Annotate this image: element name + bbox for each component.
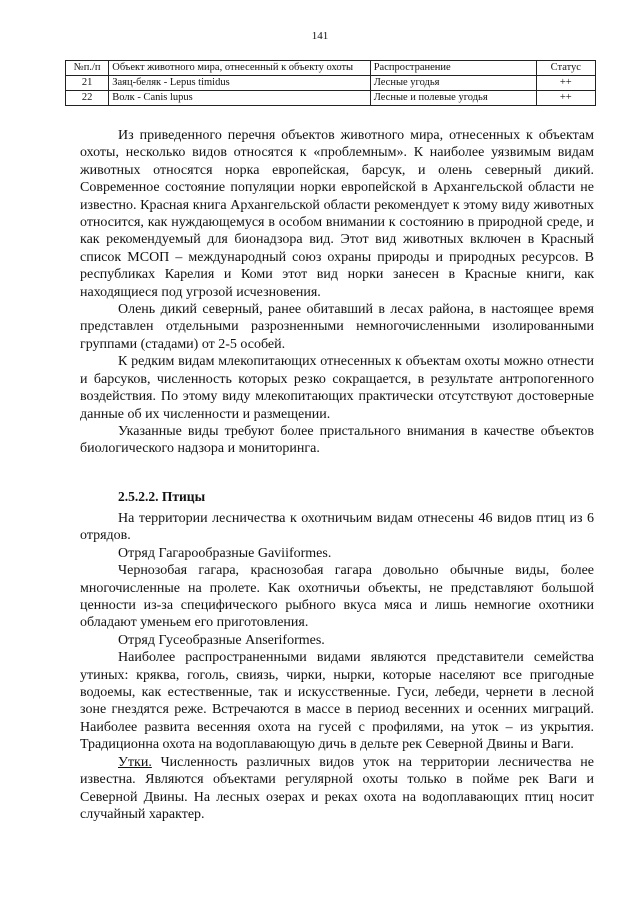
ducks-label: Утки. [118, 754, 152, 770]
header-status: Статус [536, 61, 595, 76]
row-number: 21 [66, 76, 109, 91]
row-distribution: Лесные угодья [370, 76, 536, 91]
row-distribution: Лесные и полевые угодья [370, 91, 536, 106]
header-distribution: Распространение [370, 61, 536, 76]
header-object: Объект животного мира, отнесенный к объекту охоты [109, 61, 370, 76]
mammals-text [80, 127, 594, 458]
table-header-row [66, 61, 596, 76]
table-row [66, 91, 596, 106]
table-row [66, 76, 596, 91]
paragraph: К редким видам млекопитающих отнесенных к объектам охоты можно отнести и барсуков, численность которых резко сокращается, в результате антропогенного воздействия. По этому виду млекопитающих практически отсутствуют достоверные данные об их численности и размещении. [80, 354, 594, 422]
paragraph-ducks [80, 754, 594, 824]
ducks-text: Численность различных видов уток на территории лесничества не известна. Являются объектами регулярной охоты только в пойме рек Ваги и Северной Двины. На лесных озерах и реках охота на водоплавающих птиц носит случайный характер. [80, 754, 594, 822]
paragraph: Отряд Гусеобразные Anseriformes. [118, 632, 325, 648]
row-object: Заяц-беляк - Lepus timidus [109, 76, 370, 91]
paragraph: Из приведенного перечня объектов животного мира, отнесенных к объектам охоты, несколько видов относятся к «проблемным». К наиболее уязвимым видам животных относятся норка европейская, барсук, и олень северный дикий. Современное состояние популяции норки европейской в Архангельской области не известно. Красная книга Архангельской области рекомендует к этому виду животных относится, как нуждающемуся в особом внимании к состоянию в природной среде, и как рекомендуемый для бионадзора вид. Этот вид животных включен в Красный список МСОП – международный союз охраны природы и природных ресурсов. В республиках Карелия и Коми этот вид норки занесен в Красные книги, как находящиеся под угрозой исчезновения. [80, 128, 594, 300]
paragraph: Олень дикий северный, ранее обитавший в лесах района, в настоящее время представлен отдельными разрозненными немногочисленными изолированными группами (стадами) от 2-5 особей. [80, 302, 594, 352]
game-species-table [65, 60, 596, 106]
paragraph: На территории лесничества к охотничьим видам отнесены 46 видов птиц из 6 отрядов. [80, 511, 594, 544]
section-heading: 2.5.2.2. Птицы [118, 489, 206, 504]
row-status: ++ [536, 76, 595, 91]
page-number: 141 [311, 30, 329, 42]
paragraph: Указанные виды требуют более пристального внимания в качестве объектов биологического надзора и мониторинга. [80, 423, 594, 457]
paragraph: Чернозобая гагара, краснозобая гагара довольно обычные виды, более многочисленные на пролете. Как охотничьи объекты, не представляют большой ценности из-за специфического рыбного вкуса мяса и лишь немногие охотники обладают уменьем его приготовления. [80, 563, 594, 631]
birds-text [80, 510, 594, 823]
row-status: ++ [536, 91, 595, 106]
header-number: №п./п [66, 61, 109, 76]
row-number: 22 [66, 91, 109, 106]
paragraph: Наиболее распространенными видами являются представители семейства утиных: кряква, гоголь, свиязь, чирки, нырки, которые населяют все пригодные водоемы, как естественные, так и искусственные. Гуси, лебеди, чернети в лесной зоне гнездятся реже. Встречаются в массе в период весенних и осенних миграций. Наиболее развита весенняя охота на гусей с профилями, на уток – из укрытия. Традиционна охота на водоплавающую дичь в дельте рек Северной Двины и Ваги. [80, 650, 594, 753]
row-object: Волк - Canis lupus [109, 91, 370, 106]
paragraph: Отряд Гагарообразные Gaviiformes. [118, 545, 332, 561]
